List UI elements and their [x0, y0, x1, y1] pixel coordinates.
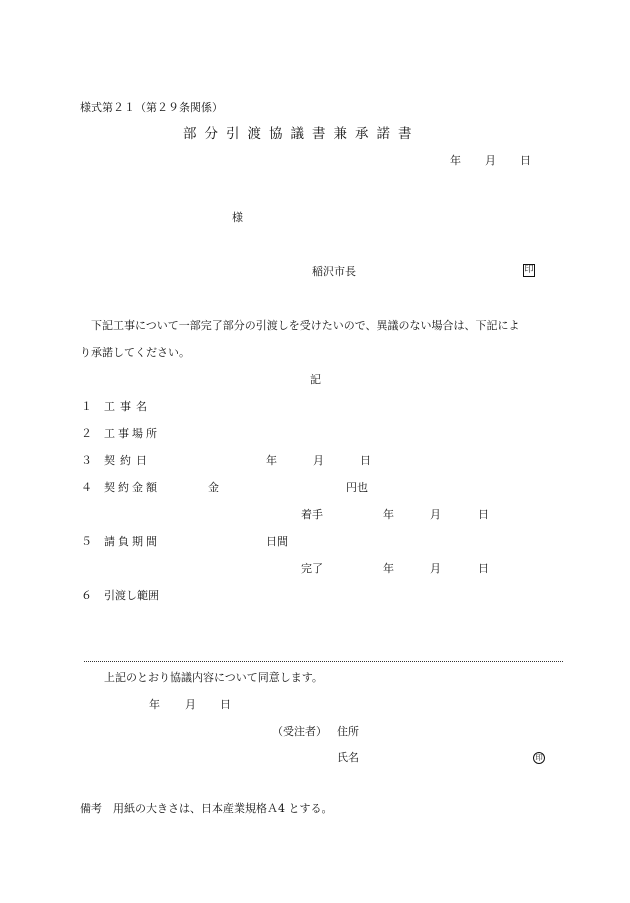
consent-month: 月 [185, 698, 196, 711]
item-6-label: 引渡し範囲 [104, 589, 159, 602]
consent-year: 年 [149, 698, 160, 711]
item-2-number: ２ [81, 427, 92, 440]
issuer-seal-stamp: 印 [524, 265, 534, 275]
item-5-end-day: 日 [478, 562, 489, 575]
item-3-label: 契約日 [104, 454, 152, 467]
item-5-end-month: 月 [430, 562, 441, 575]
item-5-end-label: 完了 [301, 562, 323, 575]
document-title: 部分引渡協議書兼承諾書 [183, 126, 420, 142]
item-4-kin: 金 [208, 481, 219, 494]
form-number: 様式第２１（第２９条関係） [80, 101, 223, 114]
item-3-day: 日 [360, 454, 371, 467]
item-3-month: 月 [313, 454, 324, 467]
item-6-number: ６ [81, 589, 92, 602]
note-text: 備考 用紙の大きさは、日本産業規格Ａ4 とする。 [80, 802, 333, 815]
item-5-days: 日間 [266, 535, 288, 548]
dotted-separator [84, 661, 563, 662]
item-5-start-day: 日 [478, 508, 489, 521]
issuer-name: 稲沢市長 [312, 265, 356, 278]
item-1-label: 工事名 [104, 400, 152, 413]
item-3-year: 年 [266, 454, 277, 467]
contractor-seal-stamp: 印 [533, 752, 545, 764]
item-5-end-year: 年 [383, 562, 394, 575]
body-line-1: 下記工事について一部完了部分の引渡しを受けたいので、異議のない場合は、下記によ [91, 319, 520, 332]
item-2-label: 工事場所 [104, 427, 160, 440]
contractor-label: （受注者） [272, 725, 327, 738]
item-5-label: 請負期間 [104, 535, 160, 548]
item-4-label: 契約金額 [104, 481, 160, 494]
item-5-start-label: 着手 [301, 508, 323, 521]
date-day: 日 [520, 154, 531, 167]
item-5-number: ５ [81, 535, 92, 548]
item-5-start-year: 年 [383, 508, 394, 521]
ki-heading: 記 [310, 373, 321, 386]
item-1-number: １ [81, 400, 92, 413]
consent-day: 日 [220, 698, 231, 711]
item-3-number: ３ [81, 454, 92, 467]
item-4-yen: 円也 [346, 481, 368, 494]
item-5-start-month: 月 [430, 508, 441, 521]
date-month: 月 [485, 154, 496, 167]
date-year: 年 [450, 154, 461, 167]
name-label: 氏名 [337, 751, 359, 764]
body-line-2: り承諾してください。 [80, 346, 190, 359]
address-label: 住所 [337, 725, 359, 738]
item-4-number: ４ [81, 481, 92, 494]
addressee-sama: 様 [232, 211, 243, 224]
consent-text: 上記のとおり協議内容について同意します。 [104, 671, 323, 684]
